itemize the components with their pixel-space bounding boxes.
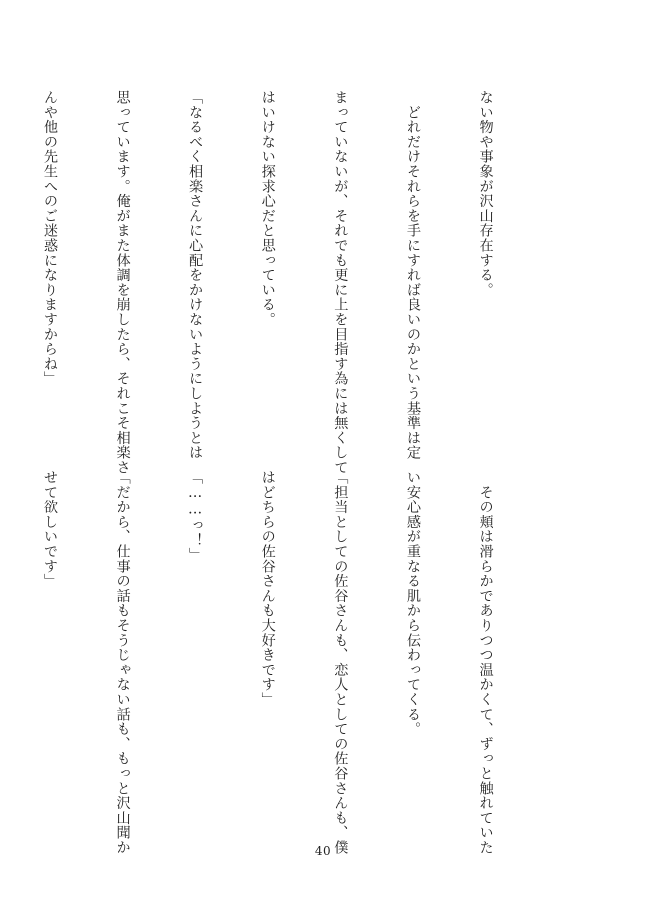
text-line: どれだけそれらを手にすれば良いのかという基準は定	[404, 90, 421, 460]
text-line: せて欲しいです」	[41, 470, 58, 589]
text-line: ない物や事象が沢山存在する。	[477, 90, 494, 298]
text-line: はどちらの佐谷さんも大好きです」	[259, 470, 276, 707]
text-line: その頬は滑らかでありつつ温かくて、ずっと触れていた	[477, 470, 494, 855]
text-line: 「担当としての佐谷さんも、恋人としての佐谷さんも、僕	[332, 470, 349, 855]
text-line: 思っています。俺がまた体調を崩したら、それこそ相楽さ	[114, 90, 131, 475]
text-line: まっていないが、それでも更に上を目指す為には無くして	[332, 90, 349, 475]
text-block-top	[41, 90, 546, 475]
text-line: はいけない探求心だと思っている。	[259, 90, 276, 327]
page-number: 40	[314, 844, 332, 858]
text-line: んや他の先生へのご迷惑になりますからね」	[41, 90, 58, 386]
text-line: い安心感が重なる肌から伝わってくる。	[404, 470, 421, 737]
text-line: 「だから、仕事の話もそうじゃない話も、もっと沢山聞か	[114, 470, 131, 855]
text-line: 「なるべく相楽さんに心配をかけないようにしようとは	[187, 90, 204, 460]
text-line: 「……っ！」	[187, 470, 204, 563]
